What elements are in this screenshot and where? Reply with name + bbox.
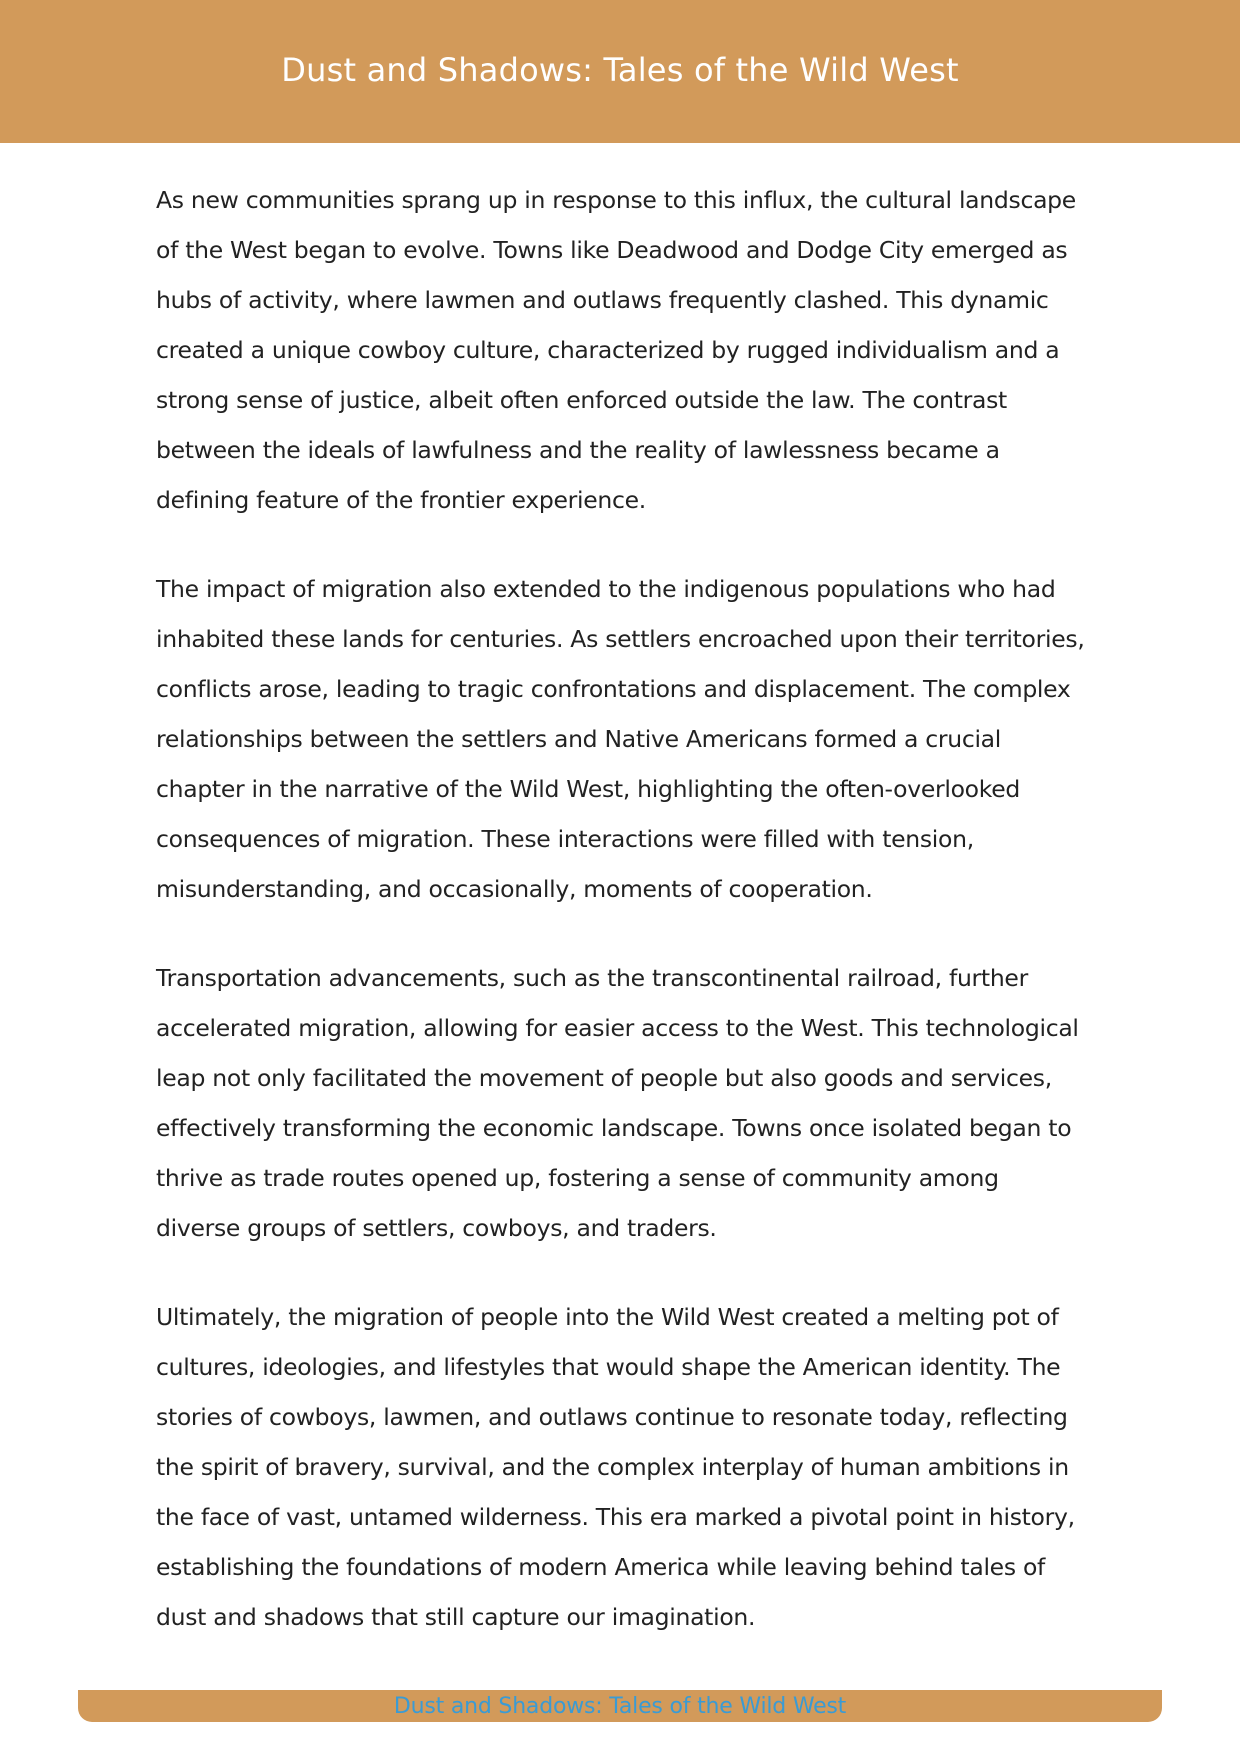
footer-bar <box>78 1690 1162 1722</box>
main-content <box>156 175 1086 1681</box>
paragraph-3: Transportation advancements, such as the transcontinental railroad, further accelerated migration, allowing for easier access to the West. This technological leap not only facilitated the movement of people but also goods and services, effectively transforming the economic landscape. Towns once isolated began to thrive as trade routes opened up, fostering a sense of community among diverse groups of settlers, cowboys, and traders. <box>156 964 1079 1242</box>
footer-title: Dust and Shadows: Tales of the Wild West <box>393 1693 847 1719</box>
paragraph-1: As new communities sprang up in response to this influx, the cultural landscape of the West began to evolve. Towns like Deadwood and Dodge City emerged as hubs of activity, where lawmen and outlaws frequently clashed. This dynamic created a unique cowboy culture, characterized by rugged individualism and a strong sense of justice, albeit often enforced outside the law. The contrast between the ideals of lawfulness and the reality of lawlessness became a defining feature of the frontier experience. <box>156 186 1076 514</box>
page-title: Dust and Shadows: Tales of the Wild West <box>281 50 959 89</box>
paragraph-2: The impact of migration also extended to the indigenous populations who had inhabited these lands for centuries. As settlers encroached upon their territories, conflicts arose, leading to tragic confrontations and displacement. The complex relationships between the settlers and Native Americans formed a crucial chapter in the narrative of the Wild West, highlighting the often-overlooked consequences of migration. These interactions were filled with tension, misunderstanding, and occasionally, moments of cooperation. <box>156 575 1085 903</box>
paragraph-4: Ultimately, the migration of people into the Wild West created a melting pot of cultures, ideologies, and lifestyles that would shape the American identity. The stories of cowboys, lawmen, and outlaws continue to resonate today, reflecting the spirit of bravery, survival, and the complex interplay of human ambitions in the face of vast, untamed wilderness. This era marked a pivotal point in history, establishing the foundations of modern America while leaving behind tales of dust and shadows that still capture our imagination. <box>156 1303 1075 1631</box>
header-bar <box>0 0 1240 143</box>
